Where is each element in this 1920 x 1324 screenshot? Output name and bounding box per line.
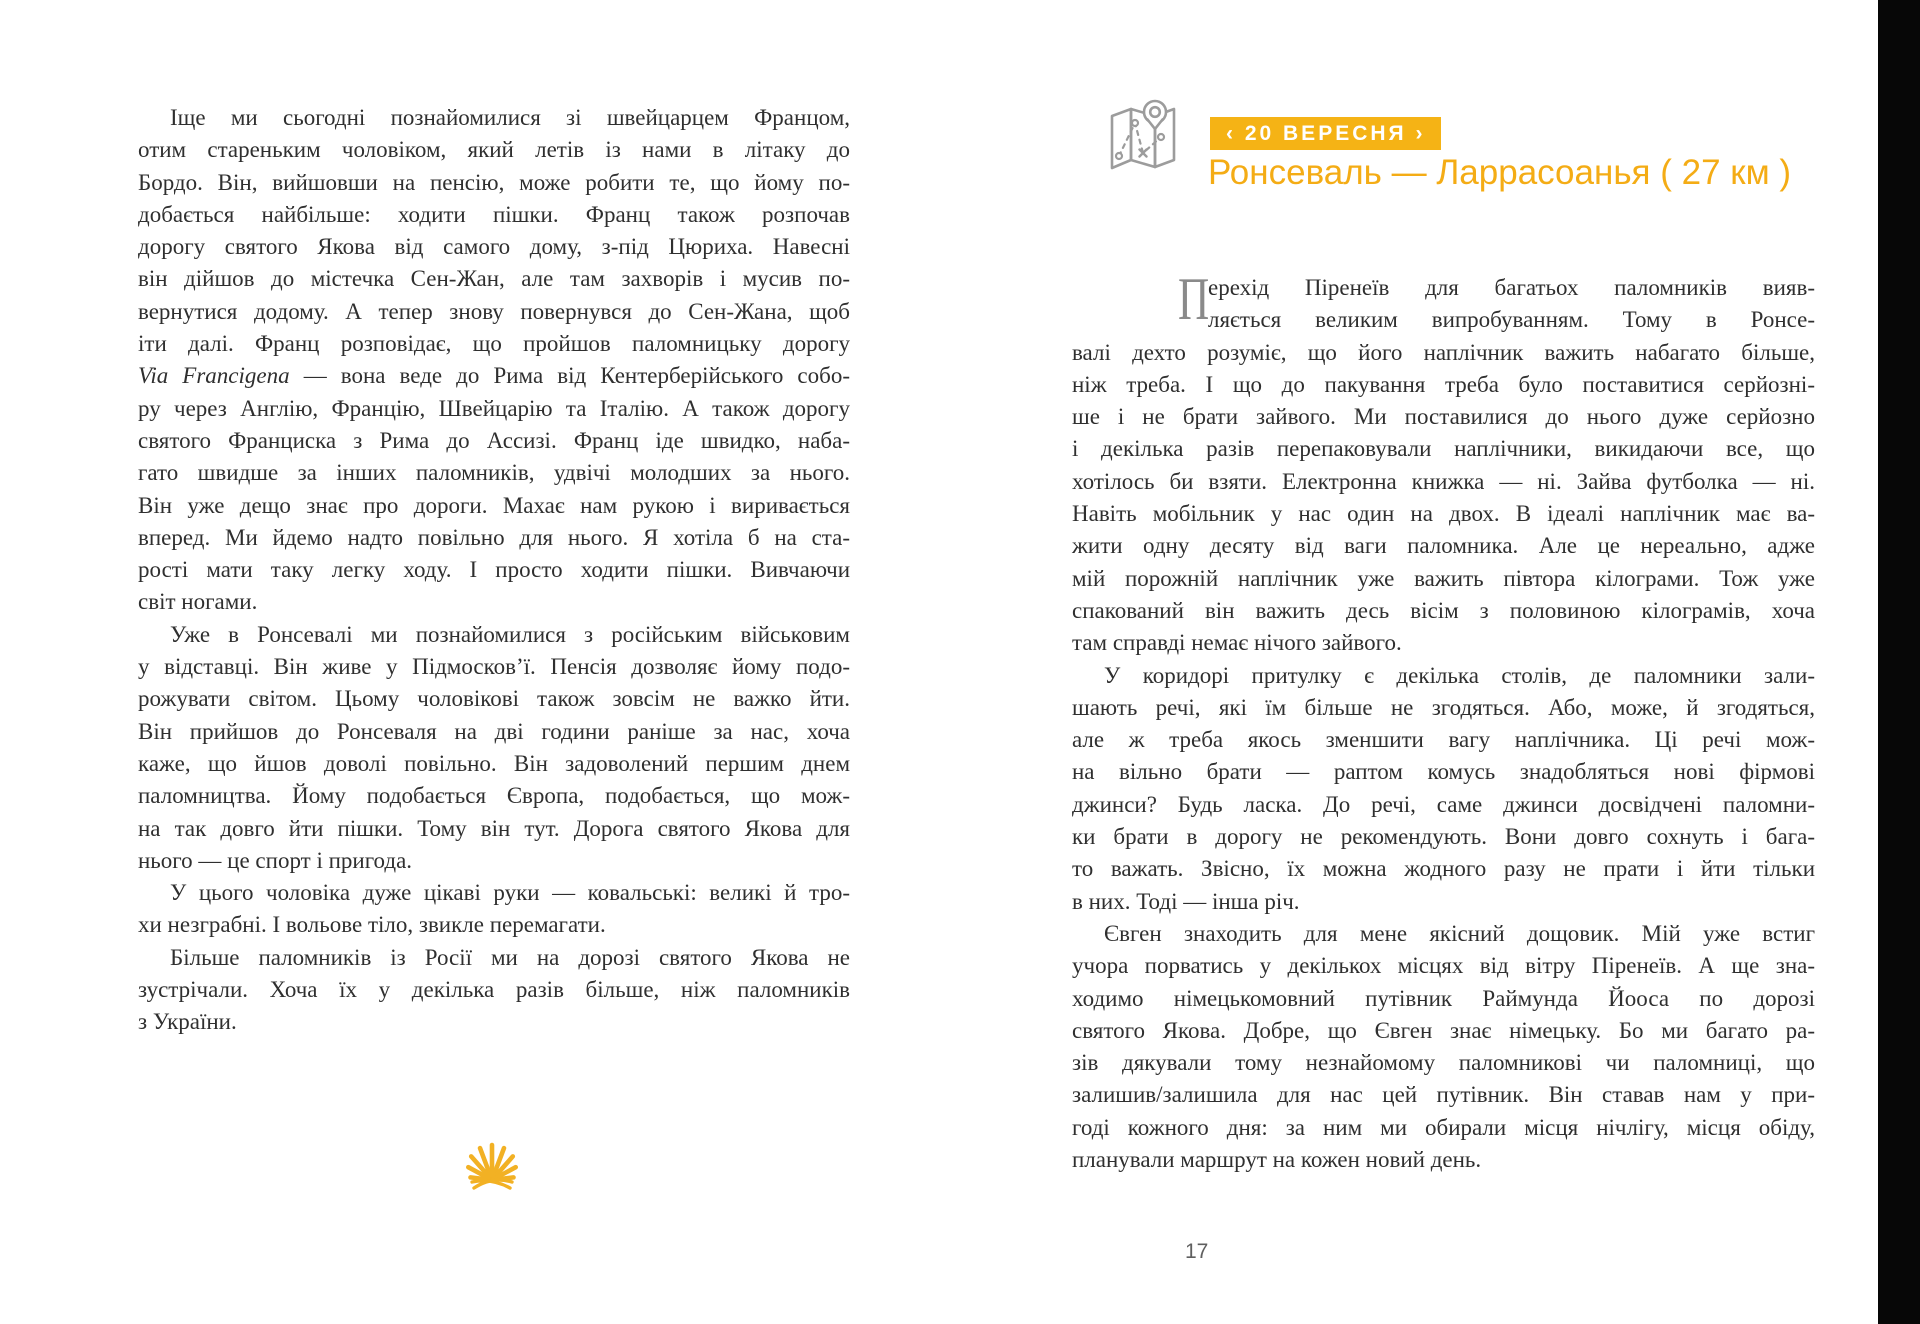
text-line: хи незграбні. І вольове тіло, звикле перемагати. bbox=[138, 912, 606, 938]
text-line: залишив/залишила для нас цей путівник. Він ставав нам у при- bbox=[1072, 1082, 1815, 1108]
text-line: Іще ми сьогодні познайомилися зі швейцарцем Францом, bbox=[170, 105, 850, 130]
drop-cap: П bbox=[1178, 266, 1210, 332]
text-line: гато швидше за інших паломників, удвічі молодших за нього. bbox=[138, 460, 850, 486]
text-line: годі кожного дня: за ним ми обирали місця нічлігу, місця обіду, bbox=[1072, 1114, 1815, 1140]
scallop-shell-icon bbox=[462, 1136, 522, 1192]
left-page-text bbox=[138, 102, 850, 1039]
text-line: ру через Англію, Францію, Швейцарію та Італію. А також дорогу bbox=[138, 395, 850, 421]
text-line: рожувати світом. Цьому чоловікові також зовсім не важко йти. bbox=[138, 686, 850, 712]
text-line: в них. Тоді — інша річ. bbox=[1072, 888, 1300, 914]
text-line: ки брати в дорогу не рекомендують. Вони довго сохнуть і бага- bbox=[1072, 824, 1815, 850]
text-line: з України. bbox=[138, 1009, 237, 1035]
text-line: джинси? Будь ласка. До речі, саме джинси досвідчені паломни- bbox=[1072, 791, 1815, 817]
text-line: вернутися додому. А тепер знову повернувся до Сен-Жана, щоб bbox=[138, 298, 850, 324]
text-line: У цього чоловіка дуже цікаві руки — ковальські: великі й тро- bbox=[170, 880, 850, 906]
text-line: на вільно брати — раптом комусь знадобляться нові фірмові bbox=[1072, 759, 1815, 785]
text-line: ходимо німецькомовний путівник Раймунда Йооса по дорозі bbox=[1072, 985, 1815, 1011]
text-line: планували маршрут на кожен новий день. bbox=[1072, 1147, 1482, 1173]
map-route-icon bbox=[1104, 98, 1182, 172]
text-line: і декілька разів перепаковували наплічники, викидаючи все, що bbox=[1072, 436, 1815, 462]
text-line: Навіть мобільник у нас один на двох. В ідеалі наплічник має ва- bbox=[1072, 501, 1815, 527]
paragraph bbox=[138, 942, 850, 1039]
text-line: але ж треба якось зменшити вагу наплічника. Ці речі мож- bbox=[1072, 727, 1815, 753]
text-line: у відставці. Він живе у Підмосков’ї. Пенсія дозволяє йому подо- bbox=[138, 654, 850, 680]
text-line: Євген знаходить для мене якісний дощовик. Мій уже встиг bbox=[1104, 920, 1815, 946]
text-line: іти далі. Франц розповідає, що пройшов паломницьку дорогу bbox=[138, 331, 850, 357]
text-line: спакований він важить десь вісім з половиною кілограмів, хоча bbox=[1072, 597, 1815, 623]
text-line: отим стареньким чоловіком, який летів із нами в літаку до bbox=[138, 137, 850, 163]
text-line: святого Якова. Добре, що Євген знає німецьку. Бо ми багато ра- bbox=[1072, 1017, 1815, 1043]
text-line: вперед. Ми йдемо надто повільно для нього. Я хотіла б на ста- bbox=[138, 524, 850, 550]
text-line: хотілось би взяти. Електронна книжка — ні. Зайва футболка — ні. bbox=[1072, 468, 1815, 494]
text-line: на так довго йти пішки. Тому він тут. Дорога святого Якова для bbox=[138, 815, 850, 841]
text-line: святого Франциска з Рима до Ассизі. Франц іде швидко, наба- bbox=[138, 427, 850, 453]
date-badge-label: ‹ 20 ВЕРЕСНЯ › bbox=[1226, 121, 1426, 145]
text-line: нього — це спорт і пригода. bbox=[138, 847, 413, 873]
text-line: то важать. Звісно, їх можна жодного разу не прати і йти тільки bbox=[1072, 856, 1815, 882]
text-line: ерехід Піренеїв для багатьох паломників вияв- bbox=[1208, 275, 1815, 300]
paragraph bbox=[138, 619, 850, 877]
right-page-text bbox=[1072, 266, 1815, 1176]
text-line: Більше паломників із Росії ми на дорозі святого Якова не bbox=[170, 944, 850, 970]
text-line: Він прийшов до Ронсеваля на дві години раніше за нас, хоча bbox=[138, 718, 850, 744]
text-line: шають речі, які їм більше не згодяться. Або, може, й згодяться, bbox=[1072, 694, 1815, 720]
text-line: жити одну десяту від ваги паломника. Але це нереально, адже bbox=[1072, 533, 1815, 559]
text-line: ше і не брати зайвого. Ми поставилися до нього дуже серйозно bbox=[1072, 404, 1815, 430]
route-title: Ронсеваль — Ларрасоанья ( 27 км ) bbox=[1208, 153, 1792, 192]
paragraph bbox=[138, 877, 850, 942]
text-line: зустрічали. Хоча їх у декілька разів більше, ніж паломників bbox=[138, 977, 850, 1003]
text-line: мій порожній наплічник уже важить півтора кілограми. Тож уже bbox=[1072, 565, 1815, 591]
text-line: дорогу святого Якова від самого дому, з-під Цюриха. Навесні bbox=[138, 234, 850, 260]
text-line: валі дехто розуміє, що його наплічник важить набагато більше, bbox=[1072, 339, 1815, 365]
text-line: каже, що йшов доволі повільно. Він задоволений першим днем bbox=[138, 750, 850, 776]
book-edge-strip bbox=[1878, 0, 1920, 1324]
paragraph bbox=[1072, 660, 1815, 918]
text-line: ляється великим випробуванням. Тому в Ронсе- bbox=[1208, 307, 1815, 333]
text-line: він дійшов до містечка Сен-Жан, але там захворів і мусив по- bbox=[138, 266, 850, 292]
text-line: там справді немає нічого зайвого. bbox=[1072, 630, 1402, 656]
page-number: 17 bbox=[1185, 1240, 1209, 1263]
text-line: Уже в Ронсевалі ми познайомилися з російським військовим bbox=[170, 621, 850, 647]
paragraph bbox=[138, 102, 850, 619]
paragraph bbox=[1072, 918, 1815, 1176]
text-line: учора порватись у декількох місцях від вітру Піренеїв. А ще зна- bbox=[1072, 953, 1815, 979]
text-line: Він уже дещо знає про дороги. Махає нам рукою і виривається bbox=[138, 492, 850, 518]
text-line: зів дякували тому незнайомому паломникові чи паломниці, що bbox=[1072, 1050, 1815, 1076]
text-line: Бордо. Він, вийшовши на пенсію, може робити те, що йому по- bbox=[138, 169, 850, 195]
text-line: добається найбільше: ходити пішки. Франц також розпочав bbox=[138, 201, 850, 227]
date-badge bbox=[1210, 117, 1441, 150]
text-line: ніж треба. І що до пакування треба було поставитися серйозні- bbox=[1072, 371, 1815, 397]
text-line: паломництва. Йому подобається Європа, подобається, що мож- bbox=[138, 783, 850, 809]
text-line: Via Francigena — вона веде до Рима від Кентерберійського собо- bbox=[138, 363, 850, 389]
text-line: рості мати таку легку ходу. І просто ходити пішки. Вивчаючи bbox=[138, 557, 850, 583]
text-line: У коридорі притулку є декілька столів, де паломники зали- bbox=[1104, 662, 1815, 688]
text-line: світ ногами. bbox=[138, 589, 258, 615]
